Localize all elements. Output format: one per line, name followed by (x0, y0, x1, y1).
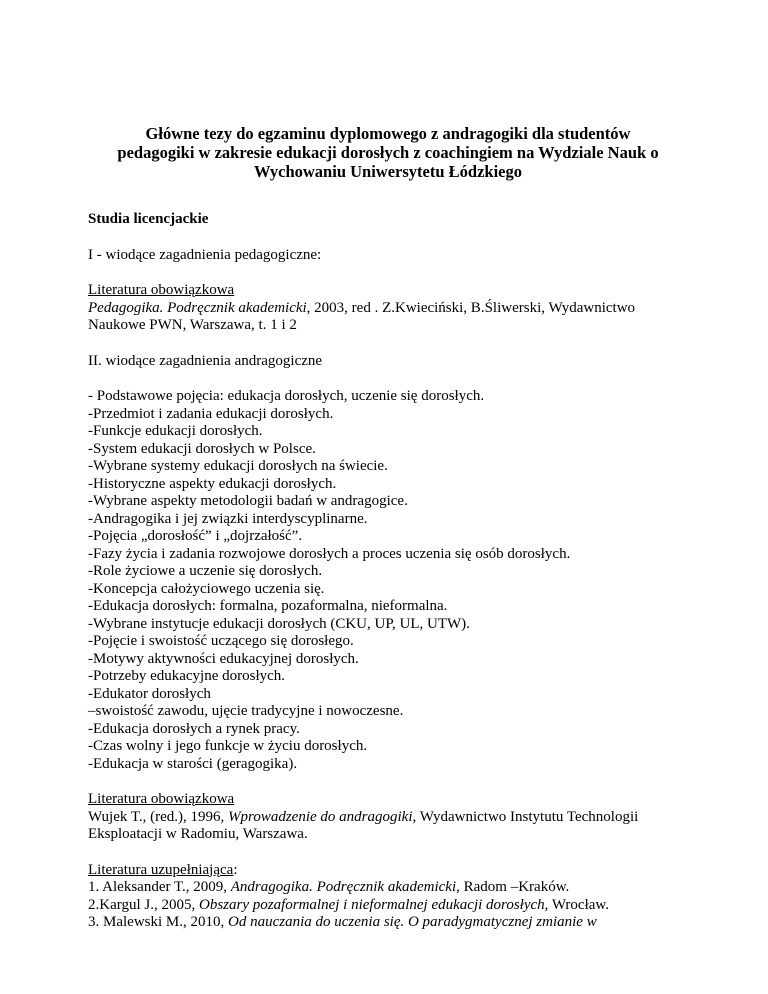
wujek-rest: , Wydawnictwo Instytutu Technologii (412, 808, 639, 825)
supp-label-line (88, 862, 688, 880)
part1-heading: I - wiodące zagadnienia pedagogiczne: (88, 246, 322, 263)
part2-lit-label: Literatura obowiązkowa (88, 791, 235, 807)
supp-item-title: Od nauczania do uczenia się. O paradygmatycznej zmianie w (228, 914, 597, 930)
supplementary-literature (88, 862, 688, 932)
title-line-3: Wychowaniu Uniwersytetu Łódzkiego (254, 162, 522, 181)
part1-ref-line2: Naukowe PWN, Warszawa, t. 1 i 2 (88, 317, 297, 333)
topic-item: -Edukacja dorosłych a rynek pracy. (88, 720, 300, 737)
title-line-1: Główne tezy do egzaminu dyplomowego z andragogiki dla studentów (145, 124, 631, 143)
topic-item: -Czas wolny i jego funkcje w życiu dorosłych. (88, 738, 368, 754)
wujek-ref-line1 (88, 809, 688, 827)
topic-item: -Motywy aktywności edukacyjnej dorosłych. (88, 650, 359, 667)
supp-item (88, 897, 688, 915)
topics-list (88, 388, 688, 773)
wujek-ref-line2: Eksploatacji w Radomiu, Warszawa. (88, 826, 308, 842)
part1-ref-rest: , 2003, red . Z.Kwieciński, B.Śliwerski, Wydawnictwo (306, 299, 636, 316)
topic-item: -Pojęcie i swoistość uczącego się dorosłego. (88, 633, 354, 649)
supp-colon: : (233, 861, 238, 878)
part1-literature (88, 282, 688, 335)
section-heading: Studia licencjackie (88, 211, 209, 227)
topic-item: –swoistość zawodu, ujęcie tradycyjne i nowoczesne. (88, 703, 404, 719)
topic-item: -Wybrane aspekty metodologii badań w andragogice. (88, 493, 408, 509)
part1-ref-line1 (88, 300, 688, 318)
topic-item: -System edukacji dorosłych w Polsce. (88, 440, 316, 457)
part2-heading: II. wiodące zagadnienia andragogiczne (88, 352, 323, 369)
topic-item: -Edukacja dorosłych: formalna, pozaformalna, nieformalna. (88, 598, 448, 614)
wujek-prefix: Wujek T., (red.), 1996, (88, 808, 229, 825)
title-line-2: pedagogiki w zakresie edukacji dorosłych z coachingiem na Wydziale Nauk o (117, 143, 659, 162)
supp-item-title: Obszary pozaformalnej i nieformalnej edukacji dorosłych (198, 896, 545, 913)
topic-item: -Fazy życia i zadania rozwojowe dorosłych a proces uczenia się osób dorosłych. (88, 545, 571, 562)
topic-item: -Edukacja w starości (geragogika). (88, 755, 298, 772)
part2-literature (88, 791, 688, 844)
part1-lit-label: Literatura obowiązkowa (88, 282, 235, 298)
supp-item-title: Andragogika. Podręcznik akademicki (230, 879, 457, 895)
supp-item-rest: , Radom –Kraków. (456, 879, 570, 895)
topic-item: -Funkcje edukacji dorosłych. (88, 423, 263, 439)
part1-ref-title: Pedagogika. Podręcznik akademicki (88, 299, 307, 316)
topic-item: - Podstawowe pojęcia: edukacja dorosłych, uczenie się dorosłych. (88, 388, 485, 404)
supp-item (88, 879, 688, 897)
topic-item: -Pojęcia „dorosłość” i „dojrzałość”. (88, 528, 303, 544)
supp-label: Literatura uzupełniająca (88, 861, 234, 878)
supp-item-prefix: 3. Malewski M., 2010, (88, 914, 228, 930)
topic-item: -Koncepcja całożyciowego uczenia się. (88, 580, 325, 597)
supp-item-rest: , Wrocław. (544, 896, 610, 913)
topic-item: -Historyczne aspekty edukacji dorosłych. (88, 475, 337, 492)
wujek-title: Wprowadzenie do andragogiki (228, 808, 413, 825)
supp-item-prefix: 1. Aleksander T., 2009, (88, 879, 231, 895)
topic-item: -Role życiowe a uczenie się dorosłych. (88, 563, 323, 579)
topic-item: -Edukator dorosłych (88, 685, 211, 702)
topic-item: -Wybrane systemy edukacji dorosłych na świecie. (88, 458, 388, 474)
document-title (88, 124, 688, 181)
topic-item: -Andragogika i jej związki interdyscyplinarne. (88, 510, 368, 527)
document-content (88, 124, 688, 932)
supp-item-prefix: 2.Kargul J., 2005, (88, 896, 199, 913)
topic-item: -Potrzeby edukacyjne dorosłych. (88, 668, 286, 684)
topic-item: -Przedmiot i zadania edukacji dorosłych. (88, 405, 334, 422)
supp-item (88, 914, 688, 932)
topic-item: -Wybrane instytucje edukacji dorosłych (CKU, UP, UL, UTW). (88, 615, 470, 632)
